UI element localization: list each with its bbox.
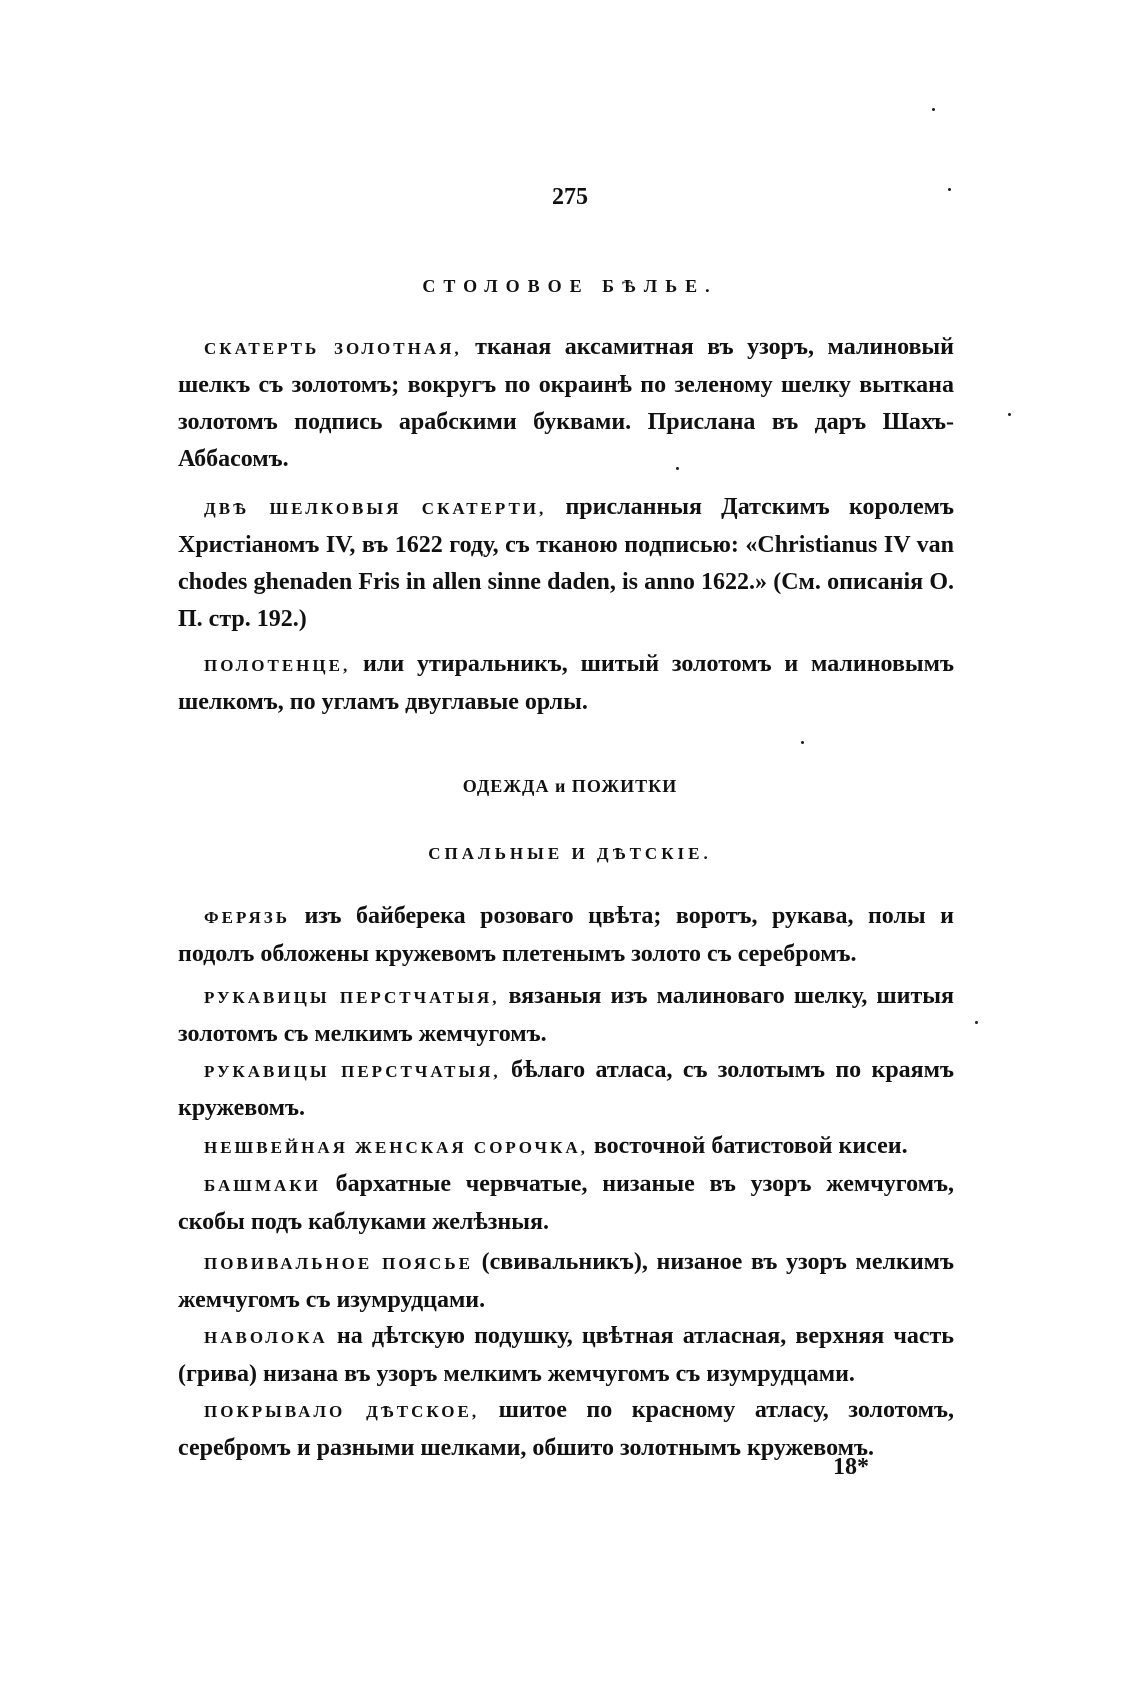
print-speck — [1008, 413, 1011, 416]
entry-lead: ПОКРЫВАЛО ДѢТСКОЕ, — [204, 1402, 480, 1421]
entry-towel — [178, 646, 954, 721]
entry-lead: ПОВИВАЛЬНОЕ ПОЯСЬЕ — [204, 1254, 473, 1273]
entry-lead: РУКАВИЦЫ ПЕРСТЧАТЫЯ, — [204, 988, 500, 1007]
print-speck — [676, 467, 679, 470]
entry-text: тканая аксамитная въ узоръ, малиновый шелкъ съ золотомъ; вокругъ по окраинѣ по зеленому шелку выткана золотомъ подпись арабскими буквами. Прислана въ даръ Шахъ-Аббасомъ. — [178, 334, 954, 472]
entry-text: (свивальникъ), низаное въ узоръ мелкимъ жемчугомъ съ изумрудцами. — [178, 1249, 955, 1313]
entry-text: изъ байберека розоваго цвѣта; воротъ, рукава, полы и подолъ обложены кружевомъ плетенымъ золото съ серебромъ. — [178, 903, 954, 967]
entry-shoes — [178, 1166, 954, 1241]
entry-gloves-white — [178, 1052, 954, 1127]
entry-text: на дѣтскую подушку, цвѣтная атласная, верхняя часть (грива) низана въ узоръ мелкимъ жемчугомъ съ изумрудцами. — [178, 1323, 954, 1387]
entry-lead: СКАТЕРТЬ ЗОЛОТНАЯ, — [204, 339, 462, 358]
entry-gloves-raspberry — [178, 978, 954, 1053]
entry-text: или утиральникъ, шитый золотомъ и малиновымъ шелкомъ, по угламъ двуглавые орлы. — [178, 651, 954, 715]
section-subtitle-bedroom-children: СПАЛЬНЫЕ И ДѢТСКІЕ. — [428, 844, 712, 863]
entry-feryaz — [178, 898, 954, 973]
print-speck — [948, 188, 951, 191]
entry-text: восточной батистовой кисеи. — [587, 1133, 908, 1159]
section-title-table-linen: СТОЛОВОЕ БѢЛЬЕ. — [422, 276, 718, 296]
entry-swaddling-belt — [178, 1244, 954, 1319]
entry-shirt — [178, 1128, 954, 1166]
entry-text: шитое по красному атласу, золотомъ, серебромъ и разными шелками, обшито золотнымъ кружевомъ. — [178, 1397, 955, 1461]
section-title-clothing: ОДЕЖДА и ПОЖИТКИ — [462, 776, 678, 796]
entry-lead: БАШМАКИ — [204, 1176, 321, 1195]
entry-golden-tablecloth — [178, 329, 954, 478]
entry-lead: ФЕРЯЗЬ — [204, 908, 290, 927]
page-number: 275 — [552, 184, 588, 210]
entry-text: присланныя Датскимъ королемъ Христіаномъ IV, въ 1622 году, съ тканою подписью: «Christianus IV van chodes ghenaden Fris in allen sinne daden, is anno 1622.» (См. описанія О. П. стр. 192.) — [178, 494, 955, 632]
entry-lead: НЕШВЕЙНАЯ ЖЕНСКАЯ СОРОЧКА, — [204, 1138, 588, 1157]
printer-signature-mark: 18* — [833, 1454, 869, 1480]
entry-text: вязаныя изъ малиноваго шелку, шитыя золотомъ съ мелкимъ жемчугомъ. — [178, 983, 955, 1047]
entry-lead: НАВОЛОКА — [204, 1328, 328, 1347]
entry-pillowcase — [178, 1318, 954, 1393]
entry-lead: РУКАВИЦЫ ПЕРСТЧАТЫЯ, — [204, 1062, 501, 1081]
print-speck — [801, 741, 804, 744]
print-speck — [975, 1021, 978, 1024]
entry-lead: ПОЛОТЕНЦЕ, — [204, 656, 351, 675]
entry-two-silk-tablecloths — [178, 489, 954, 638]
print-speck — [932, 108, 935, 111]
entry-lead: ДВѢ ШЕЛКОВЫЯ СКАТЕРТИ, — [204, 499, 547, 518]
entry-text: бѣлаго атласа, съ золотымъ по краямъ кружевомъ. — [178, 1057, 954, 1121]
entry-text: бархатные червчатые, низаные въ узоръ жемчугомъ, скобы подъ каблуками желѣзныя. — [178, 1171, 954, 1235]
